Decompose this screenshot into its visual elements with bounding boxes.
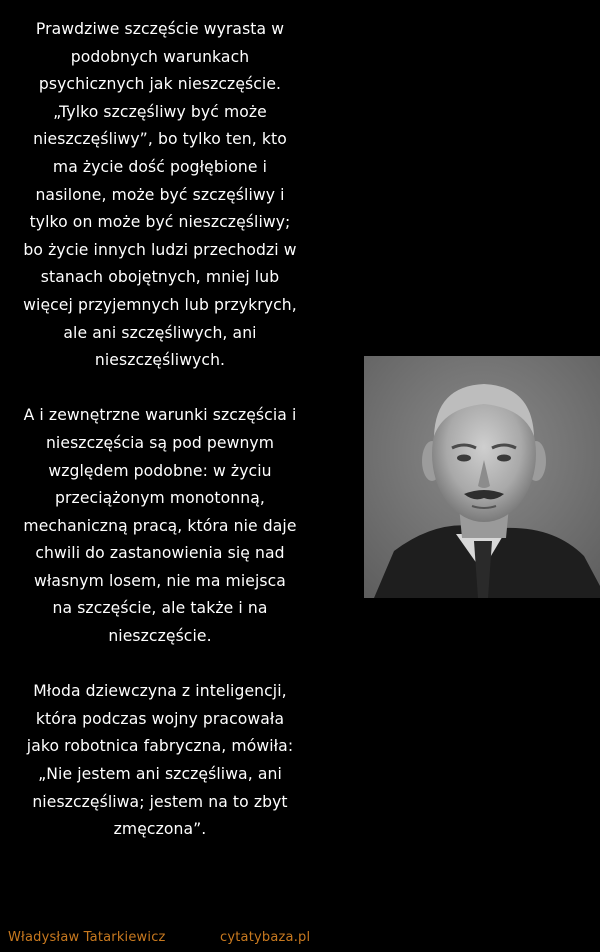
quote-paragraph-1: Prawdziwe szczęście wyrasta w podobnych warunkach psychicznych jak nieszczęście. „Tylko szczęśliwy być może nieszczęśliwy”, bo tylko ten, kto ma życie dość pogłębione i nasilone, może być szczęśliwy i tylko on może być nieszczęśliwy; bo życie innych ludzi przechodzi w stanach obojętnych, mniej lub więcej przyjemnych lub przykrych, ale ani szczęśliwych, ani nieszczęśliwych. bbox=[23, 20, 297, 370]
quote-paragraph-2: A i zewnętrzne warunki szczęścia i nieszczęścia są pod pewnym względem podobne: w życiu przeciążonym monotonną, mechaniczną pracą, która nie daje chwili do zastanowienia się nad własnym losem, nie ma miejsca na szczęście, ale także i na nieszczęście. bbox=[23, 406, 297, 646]
quote-paragraph-3: Młoda dziewczyna z inteligencji, która podczas wojny pracowała jako robotnica fabryczna, mówiła: „Nie jestem ani szczęśliwa, ani nieszczęśliwa; jestem na to zbyt zmęczona”. bbox=[26, 682, 294, 839]
author-name[interactable]: Władysław Tatarkiewicz bbox=[8, 930, 166, 945]
quote-text bbox=[22, 16, 298, 844]
site-name[interactable]: cytatybaza.pl bbox=[220, 930, 311, 945]
author-portrait bbox=[364, 356, 600, 598]
